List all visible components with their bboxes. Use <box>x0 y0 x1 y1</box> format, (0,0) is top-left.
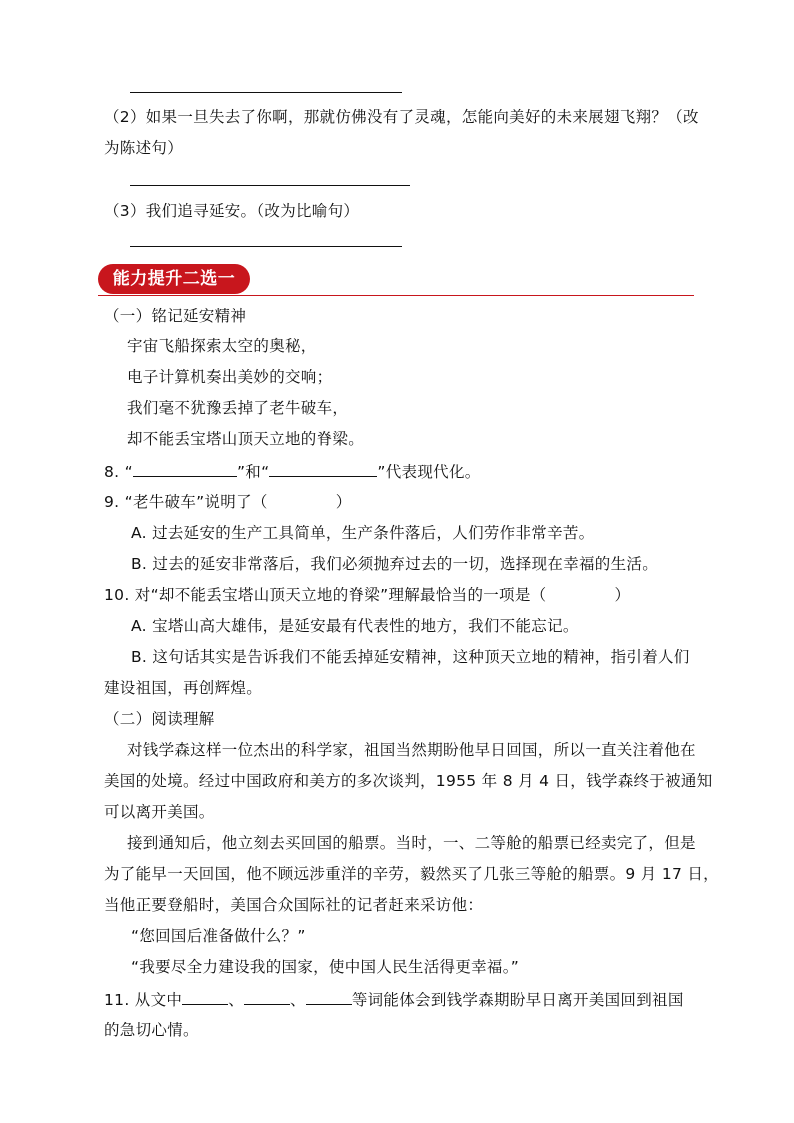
question-8-text-a: 8. “ <box>104 463 133 481</box>
question-10-option-b-continued: 建设祖国，再创辉煌。 <box>104 679 263 697</box>
fill-blank[interactable] <box>244 988 290 1005</box>
question-10-close: ） <box>614 586 631 604</box>
question-9-option-b: B. 过去的延安非常落后，我们必须抛弃过去的一切，选择现在幸福的生活。 <box>131 555 658 573</box>
question-3: （3）我们追寻延安。（改为比喻句） <box>104 202 360 220</box>
part-2-title: （二）阅读理解 <box>104 710 215 728</box>
answer-line <box>130 246 402 247</box>
passage-line: “我要尽全力建设我的国家，使中国人民生活得更幸福。” <box>131 958 520 976</box>
question-2: （2）如果一旦失去了你啊，那就仿佛没有了灵魂，怎能向美好的未来展翅飞翔？（改 <box>104 108 699 126</box>
fill-blank[interactable] <box>133 460 237 477</box>
poem-line: 宇宙飞船探索太空的奥秘， <box>127 337 317 355</box>
question-2-continued: 为陈述句） <box>104 139 184 157</box>
question-9-stem: 9. “老牛破车”说明了（ <box>104 493 268 511</box>
question-11-separator: 、 <box>228 991 244 1009</box>
part-1-title: （一）铭记延安精神 <box>104 307 247 325</box>
fill-blank[interactable] <box>182 988 228 1005</box>
fill-blank[interactable] <box>306 988 352 1005</box>
passage-line: 美国的处境。经过中国政府和美方的多次谈判，1955 年 8 月 4 日，钱学森终于被通知 <box>104 772 713 790</box>
question-10 <box>104 584 630 606</box>
question-10-stem: 10. 对“却不能丢宝塔山顶天立地的脊梁”理解最恰当的一项是（ <box>104 586 547 604</box>
question-9-option-a: A. 过去延安的生产工具简单，生产条件落后，人们劳作非常辛苦。 <box>131 524 595 542</box>
question-11 <box>104 988 684 1011</box>
question-10-option-a: A. 宝塔山高大雄伟，是延安最有代表性的地方，我们不能忘记。 <box>131 617 579 635</box>
fill-blank[interactable] <box>269 460 377 477</box>
question-11-text-b: 等词能体会到钱学森期盼早日离开美国回到祖国 <box>351 991 684 1009</box>
poem-line: 电子计算机奏出美妙的交响； <box>127 368 333 386</box>
section-badge: 能力提升二选一 <box>98 264 250 294</box>
question-9-close: ） <box>335 493 352 511</box>
passage-line: 为了能早一天回国，他不顾远涉重洋的辛劳，毅然买了几张三等舱的船票。9 月 17 日， <box>104 865 719 883</box>
passage-line: “您回国后准备做什么？” <box>131 927 306 945</box>
passage-line: 对钱学森这样一位杰出的科学家，祖国当然期盼他早日回国，所以一直关注着他在 <box>127 741 696 759</box>
question-8 <box>104 460 481 483</box>
answer-line <box>130 185 410 186</box>
answer-line <box>130 92 402 93</box>
passage-line: 接到通知后，他立刻去买回国的船票。当时，一、二等舱的船票已经卖完了，但是 <box>127 834 696 852</box>
poem-line: 却不能丢宝塔山顶天立地的脊梁。 <box>127 430 365 448</box>
question-8-text-c: ”代表现代化。 <box>377 463 481 481</box>
poem-line: 我们毫不犹豫丢掉了老牛破车， <box>127 399 349 417</box>
question-11-continued: 的急切心情。 <box>104 1021 199 1039</box>
question-11-separator: 、 <box>290 991 306 1009</box>
passage-line: 当他正要登船时，美国合众国际社的记者赶来采访他： <box>104 896 484 914</box>
question-11-text-a: 11. 从文中 <box>104 991 183 1009</box>
question-9 <box>104 491 352 513</box>
passage-line: 可以离开美国。 <box>104 803 215 821</box>
question-8-text-b: ”和“ <box>236 463 270 481</box>
section-divider <box>98 295 694 296</box>
question-10-option-b: B. 这句话其实是告诉我们不能丢掉延安精神，这种顶天立地的精神，指引着人们 <box>131 648 690 666</box>
